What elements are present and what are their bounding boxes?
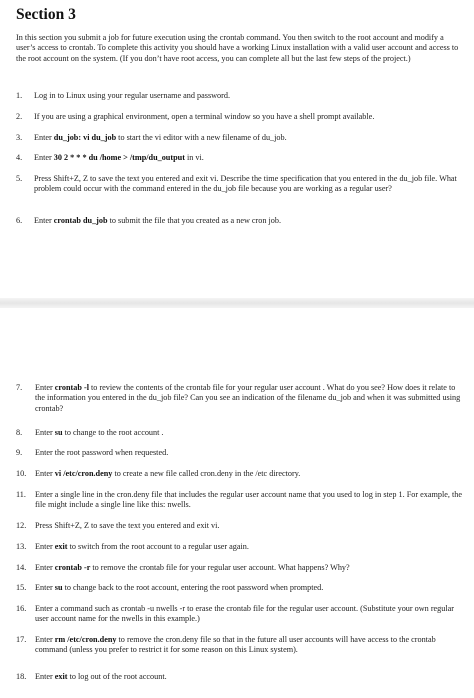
step-item — [16, 383, 462, 414]
step-text — [35, 428, 462, 438]
step-number: 2. — [16, 112, 23, 121]
step-text-run: to remove the crontab file for your regular user account. What happens? Why? — [90, 563, 350, 572]
step-item — [16, 133, 462, 143]
document-page-2 — [0, 308, 474, 698]
step-item — [16, 521, 462, 531]
step-text-run: Enter — [35, 542, 55, 551]
step-number: 11. — [16, 490, 26, 499]
step-text-run: Enter — [34, 216, 54, 225]
step-item — [16, 490, 462, 511]
step-item — [16, 174, 462, 195]
step-text-run: Press Shift+Z, Z to save the text you entered and exit vi. — [35, 521, 220, 530]
step-number: 4. — [16, 153, 23, 162]
step-number: 7. — [16, 383, 23, 392]
step-item — [16, 604, 462, 625]
document-page-1 — [0, 0, 474, 298]
command-text: rm /etc/cron.deny — [54, 635, 117, 644]
step-text-run: Enter — [35, 635, 55, 644]
step-number: 9. — [16, 448, 23, 457]
step-item — [16, 635, 462, 656]
intro-paragraph: In this section you submit a job for future execution using the crontab command. You then switch to the root account and modify a user’s access to crontab. To complete this activity you should have a working Linux installation with a valid user account and access to the root account on the system. (If you don’t have root access, you can complete all but the last few steps of the project.) — [16, 33, 459, 63]
step-text — [34, 112, 462, 122]
step-text — [35, 542, 462, 552]
step-text-run: to log out of the root account. — [67, 672, 167, 681]
step-number: 17. — [16, 635, 27, 644]
step-text-run: Enter — [35, 469, 55, 478]
step-number: 12. — [16, 521, 27, 530]
step-number: 10. — [16, 469, 27, 478]
command-text: 30 2 * * * du /home > /tmp/du_output — [53, 153, 185, 162]
step-item — [16, 153, 462, 163]
step-text — [35, 490, 462, 511]
step-number: 5. — [16, 174, 23, 183]
step-text-run: Enter — [35, 583, 55, 592]
step-text — [35, 521, 462, 531]
step-number: 18. — [16, 672, 27, 681]
step-text-run: to review the contents of the crontab file for your regular user account . What do you see? How does it relate to the information you entered in the du_job file? Can you see an indication of the filename du_job and when it was submitted using crontab? — [35, 383, 461, 413]
step-text-run: Enter — [35, 428, 55, 437]
command-text: crontab du_job — [53, 216, 108, 225]
step-text-run: Log in to Linux using your regular username and password. — [34, 91, 231, 100]
step-text-run: to change back to the root account, entering the root password when prompted. — [62, 583, 324, 592]
command-text: crontab -l — [54, 383, 89, 392]
step-text — [34, 216, 462, 226]
step-item — [16, 428, 462, 438]
step-number: 16. — [16, 604, 27, 613]
step-text — [35, 383, 462, 414]
step-text-run: in vi. — [184, 153, 204, 162]
step-text-run: Enter a single line in the cron.deny file that includes the regular user account name that you used to log in step 1. For example, the file might include a single line like this: nwells. — [35, 490, 462, 510]
command-text: exit — [54, 672, 68, 681]
command-text: crontab -r — [54, 563, 91, 572]
step-text — [35, 448, 462, 458]
step-item — [16, 542, 462, 552]
step-item — [16, 672, 462, 682]
step-text — [35, 672, 462, 682]
section-title: Section 3 — [16, 6, 76, 23]
step-text — [35, 583, 462, 593]
page-separator — [0, 298, 474, 308]
step-text-run: Enter — [34, 133, 54, 142]
step-item — [16, 583, 462, 593]
command-text: vi /etc/cron.deny — [54, 469, 113, 478]
command-text: su — [54, 428, 63, 437]
step-number: 6. — [16, 216, 23, 225]
step-text — [34, 153, 462, 163]
command-text: su — [54, 583, 63, 592]
step-item — [16, 91, 462, 101]
step-text — [35, 604, 462, 625]
step-text-run: Enter — [35, 672, 55, 681]
step-text-run: Enter — [35, 383, 55, 392]
step-text-run: to switch from the root account to a regular user again. — [67, 542, 249, 551]
step-number: 15. — [16, 583, 27, 592]
step-text — [35, 469, 462, 479]
command-text: exit — [54, 542, 68, 551]
step-text — [35, 635, 462, 656]
command-text: du_job: vi du_job — [53, 133, 117, 142]
step-number: 3. — [16, 133, 23, 142]
step-text-run: Enter a command such as crontab -u nwells -r to erase the crontab file for the regular user account. (Substitute your own regular user account name for the nwells in this example.) — [35, 604, 455, 624]
step-item — [16, 216, 462, 226]
step-item — [16, 448, 462, 458]
step-text — [34, 174, 462, 195]
step-text-run: to submit the file that you created as a new cron job. — [107, 216, 282, 225]
step-number: 14. — [16, 563, 27, 572]
step-item — [16, 469, 462, 479]
step-text-run: Press Shift+Z, Z to save the text you entered and exit vi. Describe the time specification that you entered in the du_job file. What problem could occur with the command entered in the du_job file because you are working as a regular user? — [34, 174, 457, 194]
step-item — [16, 563, 462, 573]
step-text-run: to change to the root account . — [62, 428, 164, 437]
step-text-run: to start the vi editor with a new filename of du_job. — [116, 133, 287, 142]
step-number: 13. — [16, 542, 27, 551]
step-text-run: If you are using a graphical environment, open a terminal window so you have a shell prompt available. — [34, 112, 375, 121]
step-number: 1. — [16, 91, 23, 100]
step-text — [34, 133, 462, 143]
step-text-run: Enter — [35, 563, 55, 572]
step-item — [16, 112, 462, 122]
step-text-run: to create a new file called cron.deny in the /etc directory. — [112, 469, 301, 478]
step-text-run: to remove the cron.deny file so that in the future all user accounts will have access to the crontab command (unless you prefer to restrict it for some reason on this Linux system). — [35, 635, 436, 655]
step-text-run: Enter — [34, 153, 54, 162]
step-text — [34, 91, 462, 101]
step-text-run: Enter the root password when requested. — [35, 448, 169, 457]
step-number: 8. — [16, 428, 23, 437]
step-text — [35, 563, 462, 573]
